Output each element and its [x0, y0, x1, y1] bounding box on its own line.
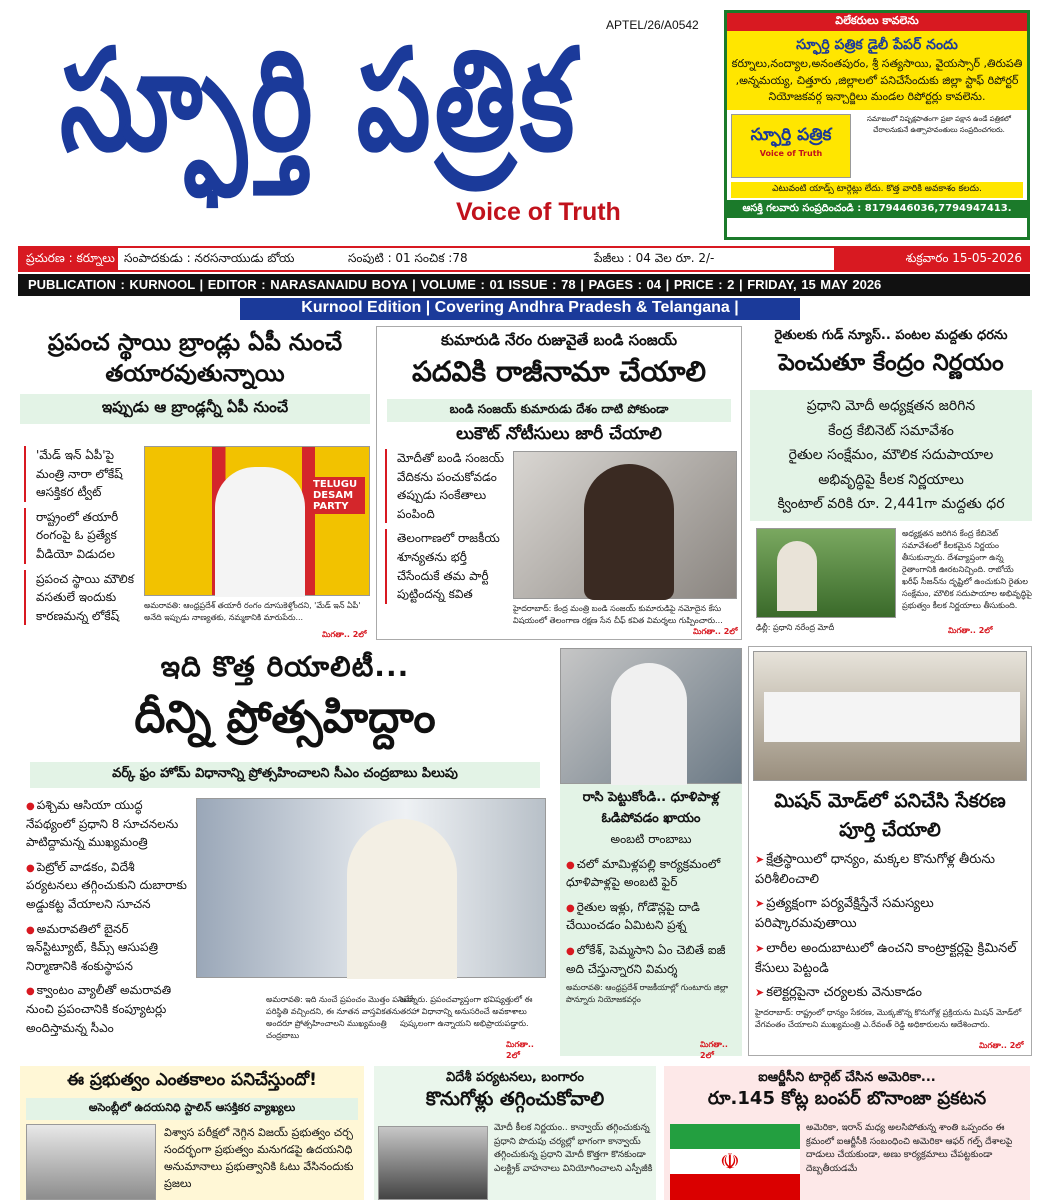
masthead-title: స్ఫూర్తి పత్రిక [60, 17, 579, 183]
story3-kicker: రైతులకు గుడ్ న్యూస్.. పంటల మద్దతు ధరను [774, 328, 1008, 343]
ad-header: విలేకరులు కావలెను [727, 13, 1027, 31]
story2-headline: పదవికి రాజీనామా చేయాలి [411, 355, 707, 388]
ad-logo-tag: Voice of Truth [759, 148, 823, 158]
story6-bullet: ➤ కలెక్టర్లపైనా చర్యలకు వెనుకాడం [755, 983, 1025, 1003]
story9-kicker: ఐఆర్జీసీని టార్గెట్ చేసిన అమెరికా... [758, 1070, 936, 1085]
person-figure [347, 819, 457, 979]
story7-headline: ఈ ప్రభుత్వం ఎంతకాలం పనిచేస్తుందో! [67, 1070, 317, 1090]
ad-logo [731, 114, 851, 178]
ad-logo-text: స్ఫూర్తి పత్రిక [750, 124, 832, 145]
story2-photo [513, 451, 737, 599]
story5-photo [560, 648, 742, 784]
story-chandrababu [20, 650, 550, 1060]
story4-photo [196, 798, 546, 978]
info-pages: పేజీలు : 04 వెల రూ. 2/- [594, 251, 715, 265]
story-lokesh [20, 328, 370, 644]
story4-caption-2: అన్నారు. ప్రపంచవ్యాప్తంగా భవిష్యత్తులో ఈ తరహా విధానాన్ని అనుసరించే అవకాశాలు పుష్కలంగా ఉన్నాయని అభిప్రాయపడ్డారు. [400, 995, 533, 1028]
meeting-table [764, 692, 1020, 742]
story1-bullet: 'మేడ్ ఇన్ ఏపీ'పై మంత్రి నారా లోకేష్ ఆసక్తికర ట్వీట్ [24, 446, 136, 502]
story7-body: విశ్వాస పరీక్షలో నెగ్గిన విజయ్ ప్రభుత్వం చర్చ సందర్భంగా ప్రభుత్వం మనుగడపై ఉదయనిధి అనుమానాలు ప్రభుత్వానికి ఓటు వేసినందుకు ప్రజలు [164, 1126, 354, 1191]
ad-bottom: ఎటువంటి యాడ్స్ టార్గెట్లు లేదు. కొత్త వారికి అవకాశం కలదు. [731, 182, 1023, 198]
story-ambati [560, 648, 742, 1060]
info-bar [18, 246, 1030, 272]
story4-bullet: ● క్వాంటం వ్యాలీతో అమరావతి నుంచి ప్రపంచానికి కంప్యూటర్లు అందిస్తామన్న సీఎం [26, 981, 188, 1037]
ad-yellow-panel [727, 31, 1027, 110]
party-banner: TELUGU DESAM PARTY [311, 477, 365, 514]
story2-more: మిగతా.. 2లో [693, 627, 738, 636]
english-info-bar: PUBLICATION : KURNOOL | EDITOR : NARASANAIDU BOYA | VOLUME : 01 ISSUE : 78 | PAGES : 04 | PRICE : 2 | FRIDAY, 15 MAY 2026 [18, 274, 1030, 296]
ad-mid-text: సమాజంలో నిష్పక్షపాతంగా ప్రజా పక్షాన ఉండే పత్రికలో చేరాలనుకునే ఉత్సాహవంతులు సంప్రదించగలరు. [867, 114, 1011, 134]
story6-caption: హైదరాబాద్: రాష్ట్రంలో ధాన్యం సేకరణ, మొక్కజొన్న కొనుగోళ్ల ప్రక్రియను మిషన్ మోడ్‌లో వేగవంతం చేయాలని ముఖ్యమంత్రి ఎ.రేవంత్ రెడ్డి అధికారులను ఆదేశించారు. [755, 1007, 1022, 1029]
story5-headline: రాసి పెట్టుకోండి.. ధూళిపాళ్ల ఓడిపోవడం ఖాయం [582, 790, 720, 826]
story1-caption: అమరావతి: ఆంధ్రప్రదేశ్ తయారీ రంగం దూసుకెళ్తోందని, 'మేడ్ ఇన్ ఏపీ' అనేది ఇప్పుడు నాణ్యతకు, నమ్మకానికి మారుపేరు... [144, 601, 361, 622]
ad-middle [727, 110, 1027, 182]
story1-bullet: ప్రపంచ స్థాయి మౌలిక వసతులే ఇందుకు కారణమన్న లోకేష్ [24, 570, 136, 626]
story3-body: అధ్యక్షతన జరిగిన కేంద్ర కేబినెట్ సమావేశంలో కీలకమైన నిర్ణయం తీసుకున్నారు. దేశవ్యాప్తంగా ఉన్న రైతాంగానికి ఊరటనిచ్చింది. రాబోయే ఖరీఫ్ సీజన్‌ను దృష్టిలో ఉంచుకుని రైతుల సంక్షేమం, మౌలిక సదుపాయాల అభివృద్ధిపై ప్రభుత్వం కీలక నిర్ణయాలు తీసుకుంది. [902, 529, 1032, 610]
story8-body: మోదీ కీలక నిర్ణయం.. కాన్వాయ్ తగ్గించుకున్న ప్రధాని పొదుపు చర్యల్లో భాగంగా కాన్వాయ్ తగ్గించుకున్న ప్రధాని మోదీ కొత్తగా కొనకుండా ఎలక్ట్రిక్ వాహనాలు వినియోగించాలని ఎస్పీజీకి [494, 1123, 653, 1174]
masthead-tagline: Voice of Truth [456, 198, 621, 226]
story2-bullets [385, 449, 509, 610]
story-udhayanidhi [20, 1066, 364, 1200]
story2-sub-top: బండి సంజయ్ కుమారుడు దేశం దాటి పోకుండా [387, 399, 731, 422]
recruitment-ad [724, 10, 1030, 240]
story2-bullet: మోదీతో బండి సంజయ్ వేదికను పంచుకోవడం తప్పుడు సంకేతాలు పంపింది [385, 449, 509, 523]
story5-bullets [560, 849, 742, 979]
story3-line: క్వింటాల్ వరికి రూ. 2,441గా మద్దతు ధర [777, 496, 1005, 512]
story7-sub: అసెంబ్లీలో ఉదయనిధి స్టాలిన్ ఆసక్తికర వ్యాఖ్యలు [26, 1098, 358, 1120]
info-place: ప్రచురణ : కర్నూలు [20, 248, 118, 270]
story4-caption: అమరావతి: ఇది నుంచే ప్రపంచం మొత్తం పనిచేసే పరిస్థితి వచ్చిందని, ఈ నూతన వాస్తవికతను అందరూ ప్రోత్సహించాలని ముఖ్యమంత్రి చంద్రబాబు [266, 995, 416, 1040]
story5-bullet: ● లోకేశ్, పెమ్మసాని ఏం చెబితే ఐజీ అది చేస్తున్నారని విమర్శ [566, 941, 736, 978]
info-editor: సంపాదకుడు : నరసనాయుడు బోయ [124, 251, 295, 265]
registration-number: APTEL/26/A0542 [606, 18, 699, 32]
story5-bullet: ● రైతుల ఇళ్లు, గోడౌన్లపై దాడి చేయించడం ఏమిటని ప్రశ్న [566, 898, 736, 935]
edition-bar: Kurnool Edition | Covering Andhra Pradesh & Telangana | [240, 298, 800, 320]
story2-kicker: కుమారుడి నేరం రుజువైతే బండి సంజయ్ [440, 331, 678, 349]
emblem-icon: ☫ [720, 1150, 740, 1175]
story2-caption: హైదరాబాద్: కేంద్ర మంత్రి బండి సంజయ్ కుమారుడిపై నమోదైన కేసు విషయంలో తెలంగాణ రక్షణ సేన చీఫ్ కవిత విమర్శలు గుప్పించారు... [513, 604, 723, 625]
story6-bullet: ➤ ప్రత్యక్షంగా పర్యవేక్షిస్తేనే సమస్యలు పరిష్కారమవుతాయి [755, 894, 1025, 934]
story1-photo [144, 446, 370, 596]
story4-more: మిగతా.. 2లో [506, 1040, 534, 1060]
ad-heading: స్ఫూర్తి పత్రిక డైలీ పేపర్ నందు [796, 37, 958, 53]
story-irgc [664, 1066, 1030, 1200]
story4-kicker: ఇది కొత్త రియాలిటీ... [160, 650, 410, 683]
story1-more: మిగతా.. 2లో [322, 630, 367, 639]
story6-photo [753, 651, 1027, 781]
story3-photo [756, 528, 896, 618]
person-figure [611, 663, 687, 785]
story4-headline: దీన్ని ప్రోత్సహిద్దాం [134, 692, 436, 743]
story6-bullets [749, 844, 1031, 1003]
person-figure [777, 541, 817, 611]
story9-headline: రూ.145 కోట్ల బంపర్ బొనాంజా ప్రకటన [707, 1088, 987, 1109]
info-date: శుక్రవారం 15-05-2026 [834, 248, 1028, 270]
story1-bullet: రాష్ట్రంలో తయారీ రంగంపై ఓ ప్రత్యేక వీడియో విడుదల [24, 508, 136, 564]
story5-more: మిగతా.. 2లో [700, 1040, 728, 1060]
ad-body: కర్నూలు,నంద్యాల,అనంతపురం, శ్రీ సత్యసాయి, వైయస్సార్ ,తిరుపతి ,అన్నమయ్య, చిత్తూరు ,జిల్లాలలో పనిచేసేందుకు జిల్లా స్టాఫ్ రిపోర్టర్ నియోజకవర్గ ఇన్చార్జిలు మండల రిపోర్టర్లు కావలెను. [731, 57, 1023, 103]
story3-line: అభివృద్ధిపై కీలక నిర్ణయాలు [818, 471, 964, 488]
story-bandi-sanjay [376, 326, 742, 640]
story4-bullet: ● పశ్చిమ ఆసియా యుద్ధ నేపథ్యంలో ప్రధాని 8 సూచనలను పాటిద్దామన్న ముఖ్యమంత్రి [26, 796, 188, 852]
story4-bullets [26, 796, 188, 1037]
story1-bullets [24, 446, 136, 631]
story3-headline: పెంచుతూ కేంద్రం నిర్ణయం [778, 350, 1004, 376]
iran-flag-photo [670, 1124, 800, 1200]
story3-line: రైతుల సంక్షేమం, మౌలిక సదుపాయాల [788, 447, 994, 463]
story4-bullet: ● పెట్రోల్ వాడకం, విదేశీ పర్యటనలు తగ్గించుకుని దుబారాకు అడ్డుకట్ట వేయాలని సూచన [26, 858, 188, 914]
info-volume: సంపుటి : 01 సంచిక :78 [348, 251, 468, 265]
story1-sub: ఇప్పుడు ఆ బ్రాండ్లన్నీ ఏపీ నుంచే [20, 394, 370, 424]
story6-more: మిగతా.. 2లో [979, 1041, 1024, 1050]
story6-bullet: ➤ క్షేత్రస్థాయిలో ధాన్యం, మక్కల కొనుగోళ్ల తీరును పరిశీలించాలి [755, 850, 1025, 890]
story4-sub: వర్క్ ఫ్రం హోమ్ విధానాన్ని ప్రోత్సహించాలని సీఎం చంద్రబాబు పిలుపు [30, 762, 540, 788]
story-revanth [748, 646, 1032, 1056]
story4-bullet: ● అమరావతిలో బైనర్ ఇన్‌స్టిట్యూట్, కిమ్స్ ఆసుపత్రి నిర్మాణానికి శంకుస్థాపన [26, 920, 188, 976]
story8-photo [378, 1126, 488, 1200]
story1-headline: ప్రపంచ స్థాయి బ్రాండ్లు ఏపీ నుంచే తయారవుతున్నాయి [47, 330, 343, 388]
story-modi-convoy [374, 1066, 656, 1200]
story5-bullet: ● చలో మామిళ్లపల్లి కార్యక్రమంలో ధూళిపాళ్లపై అంబటి ఫైర్ [566, 855, 736, 892]
story6-bullet: ➤ లారీల అందుబాటులో ఉంచని కాంట్రాక్టర్లపై క్రిమినల్ కేసులు పెట్టండి [755, 939, 1025, 979]
story3-caption: ఢిల్లీ: ప్రధాని నరేంద్ర మోదీ [756, 623, 835, 632]
person-figure [215, 467, 305, 597]
story5-author: అంబటి రాంబాబు [610, 831, 692, 846]
story3-line: కేంద్ర కేబినెట్ సమావేశం [828, 422, 954, 439]
ad-contact: ఆసక్తి గలవారు సంప్రదించండి : 8179446036,7794947413. [727, 200, 1027, 218]
story3-more: మిగతా.. 2లో [948, 626, 993, 635]
story-msp [750, 328, 1032, 644]
story5-caption: అమరావతి: ఆంధ్రప్రదేశ్ రాజకీయాల్లో గుంటూరు జిల్లా పొన్నూరు నియోజకవర్గం [566, 983, 729, 1005]
story8-kicker: విదేశీ పర్యటనలు, బంగారం [446, 1070, 584, 1085]
story9-body: అమెరికా, ఇరాన్ మధ్య అలసిపోతున్న శాంతి ఒప్పందం ఈ క్రమంలో ఐఆర్జీసీకి సంబంధించి అమెరికా ఆఫర్ గల్ఫ్ దేశాలపై దాడులు చేయకుండా, అణు కార్యక్రమాలు చేపట్టకుండా దెబ్బతీయడమే [806, 1123, 1013, 1174]
story3-highlights [750, 390, 1032, 521]
story8-headline: కొనుగోళ్లు తగ్గించుకోవాలి [425, 1088, 605, 1110]
story2-bullet: తెలంగాణలో రాజకీయ శూన్యతను భర్తీ చేసేందుకే తమ పార్టీ పుట్టిందన్న కవిత [385, 529, 509, 603]
story3-line: ప్రధాని మోదీ అధ్యక్షతన జరిగిన [806, 398, 976, 414]
story2-sub-bottom: లుకౌట్ నోటీసులు జారీ చేయాలి [456, 424, 662, 444]
person-figure [584, 464, 674, 600]
story6-headline: మిషన్ మోడ్‌లో పనిచేసి సేకరణ పూర్తి చేయాలి [774, 790, 1006, 841]
story7-photo [26, 1124, 156, 1200]
